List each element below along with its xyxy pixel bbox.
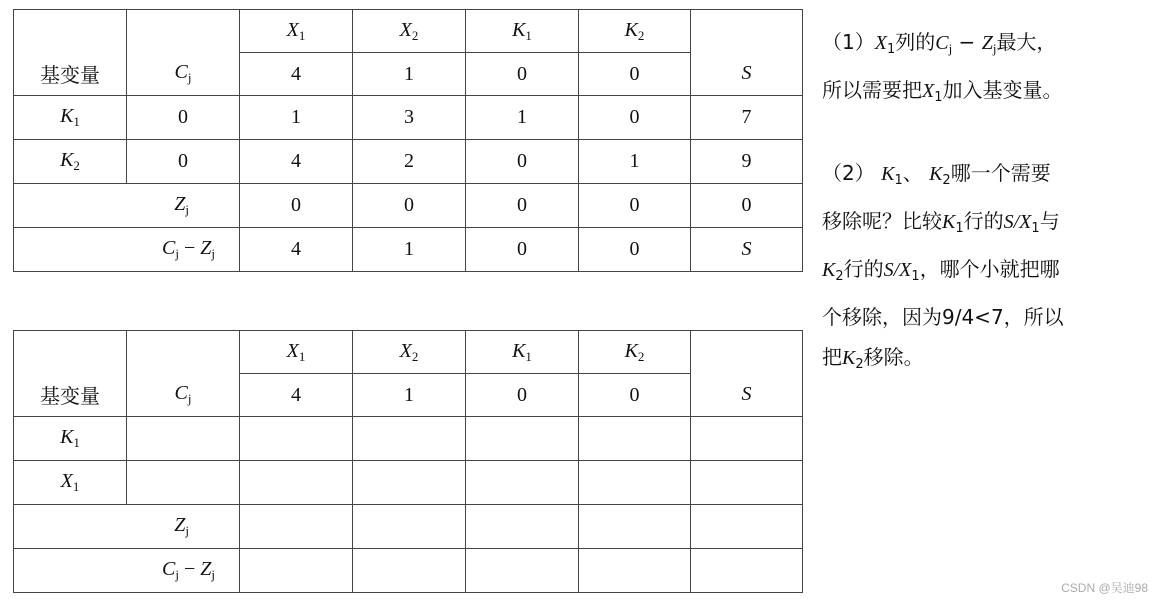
cj-value: 4 [240,53,353,96]
empty-cell [466,417,579,461]
empty-cell [691,549,803,593]
basis-header: 基变量 [14,374,127,417]
cj-value: 1 [353,374,466,417]
cz-row [14,549,803,593]
empty-cell [240,505,353,549]
coef-cell: 0 [466,140,579,184]
var-header-k1: $K_1$ [466,10,579,53]
cj-value: 0 [579,53,691,96]
cj-value: 1 [353,53,466,96]
empty-cell [466,505,579,549]
empty-cell [466,549,579,593]
cj-header: $C_j$ [127,53,240,96]
empty-cell [353,505,466,549]
s-cell: 7 [691,96,803,140]
empty-cell [691,505,803,549]
zj-value: 0 [240,184,353,228]
empty-cell [353,549,466,593]
cj-value: 0 [466,374,579,417]
cz-value: 4 [240,228,353,272]
empty-cell [466,461,579,505]
table-row [14,461,803,505]
table-row [14,96,803,140]
zj-value: 0 [353,184,466,228]
basis-cell: $X_1$ [14,461,127,505]
empty-cell [579,461,691,505]
var-header-k1: $K_1$ [466,331,579,374]
var-header-k2: $K_2$ [579,331,691,374]
zj-label: $Z_j$ [14,184,240,228]
empty-cell [127,461,240,505]
simplex-table-initial [13,9,803,272]
cz-value: 1 [353,228,466,272]
corner-cell [691,10,803,53]
empty-cell [579,549,691,593]
coef-cell: 4 [240,140,353,184]
coef-cell: 1 [240,96,353,140]
zj-label: $Z_j$ [14,505,240,549]
basis-cell: $K_1$ [14,96,127,140]
empty-cell [127,417,240,461]
cj-header: $C_j$ [127,374,240,417]
s-header: S [691,53,803,96]
empty-cell [240,417,353,461]
header-row-vars [14,331,803,374]
empty-cell [353,417,466,461]
header-row-cj [14,53,803,96]
cz-value: 0 [466,228,579,272]
var-header-x2: $X_2$ [353,10,466,53]
cb-cell: 0 [127,96,240,140]
var-header-k2: $K_2$ [579,10,691,53]
explanation-notes [822,22,1152,385]
coef-cell: 1 [466,96,579,140]
cj-value: 0 [466,53,579,96]
cj-value: 0 [579,374,691,417]
empty-cell [240,549,353,593]
cz-label: $C_j - Z_j$ [14,549,240,593]
empty-cell [691,417,803,461]
note-step-2: （2） $K_1$、 $K_2$哪一个需要 移除呢？比较$K_1$行的$S/X_1$与 $K_2$行的$S/X_1$，哪个小就把哪 个移除，因为9/4<7，所以 把$K_2$移除。 [822,161,1064,372]
corner-cell [127,331,240,374]
var-header-x1: $X_1$ [240,331,353,374]
basis-cell: $K_2$ [14,140,127,184]
cb-cell: 0 [127,140,240,184]
cz-s-value: S [691,228,803,272]
cz-label: $C_j - Z_j$ [14,228,240,272]
coef-cell: 2 [353,140,466,184]
empty-cell [353,461,466,505]
basis-cell: $K_1$ [14,417,127,461]
coef-cell: 0 [579,96,691,140]
zj-value: 0 [466,184,579,228]
table-row [14,417,803,461]
empty-cell [579,505,691,549]
empty-cell [240,461,353,505]
s-header: S [691,374,803,417]
var-header-x1: $X_1$ [240,10,353,53]
header-row-cj [14,374,803,417]
basis-header: 基变量 [14,53,127,96]
coef-cell: 3 [353,96,466,140]
watermark: CSDN @吴迪98 [1061,581,1148,595]
simplex-table-next [13,330,803,593]
note-step-1: $(1)X_1$列的$C_j - Z_j$最大， 所以需要把$X_1$加入基变量。 [822,30,1063,105]
table-row [14,140,803,184]
cz-value: 0 [579,228,691,272]
corner-cell [14,331,127,374]
zj-row [14,184,803,228]
s-cell: 9 [691,140,803,184]
zj-value: 0 [579,184,691,228]
zj-row [14,505,803,549]
empty-cell [579,417,691,461]
corner-cell [14,10,127,53]
corner-cell [127,10,240,53]
coef-cell: 1 [579,140,691,184]
zj-s-value: 0 [691,184,803,228]
header-row-vars [14,10,803,53]
empty-cell [691,461,803,505]
cz-row [14,228,803,272]
cj-value: 4 [240,374,353,417]
var-header-x2: $X_2$ [353,331,466,374]
corner-cell [691,331,803,374]
